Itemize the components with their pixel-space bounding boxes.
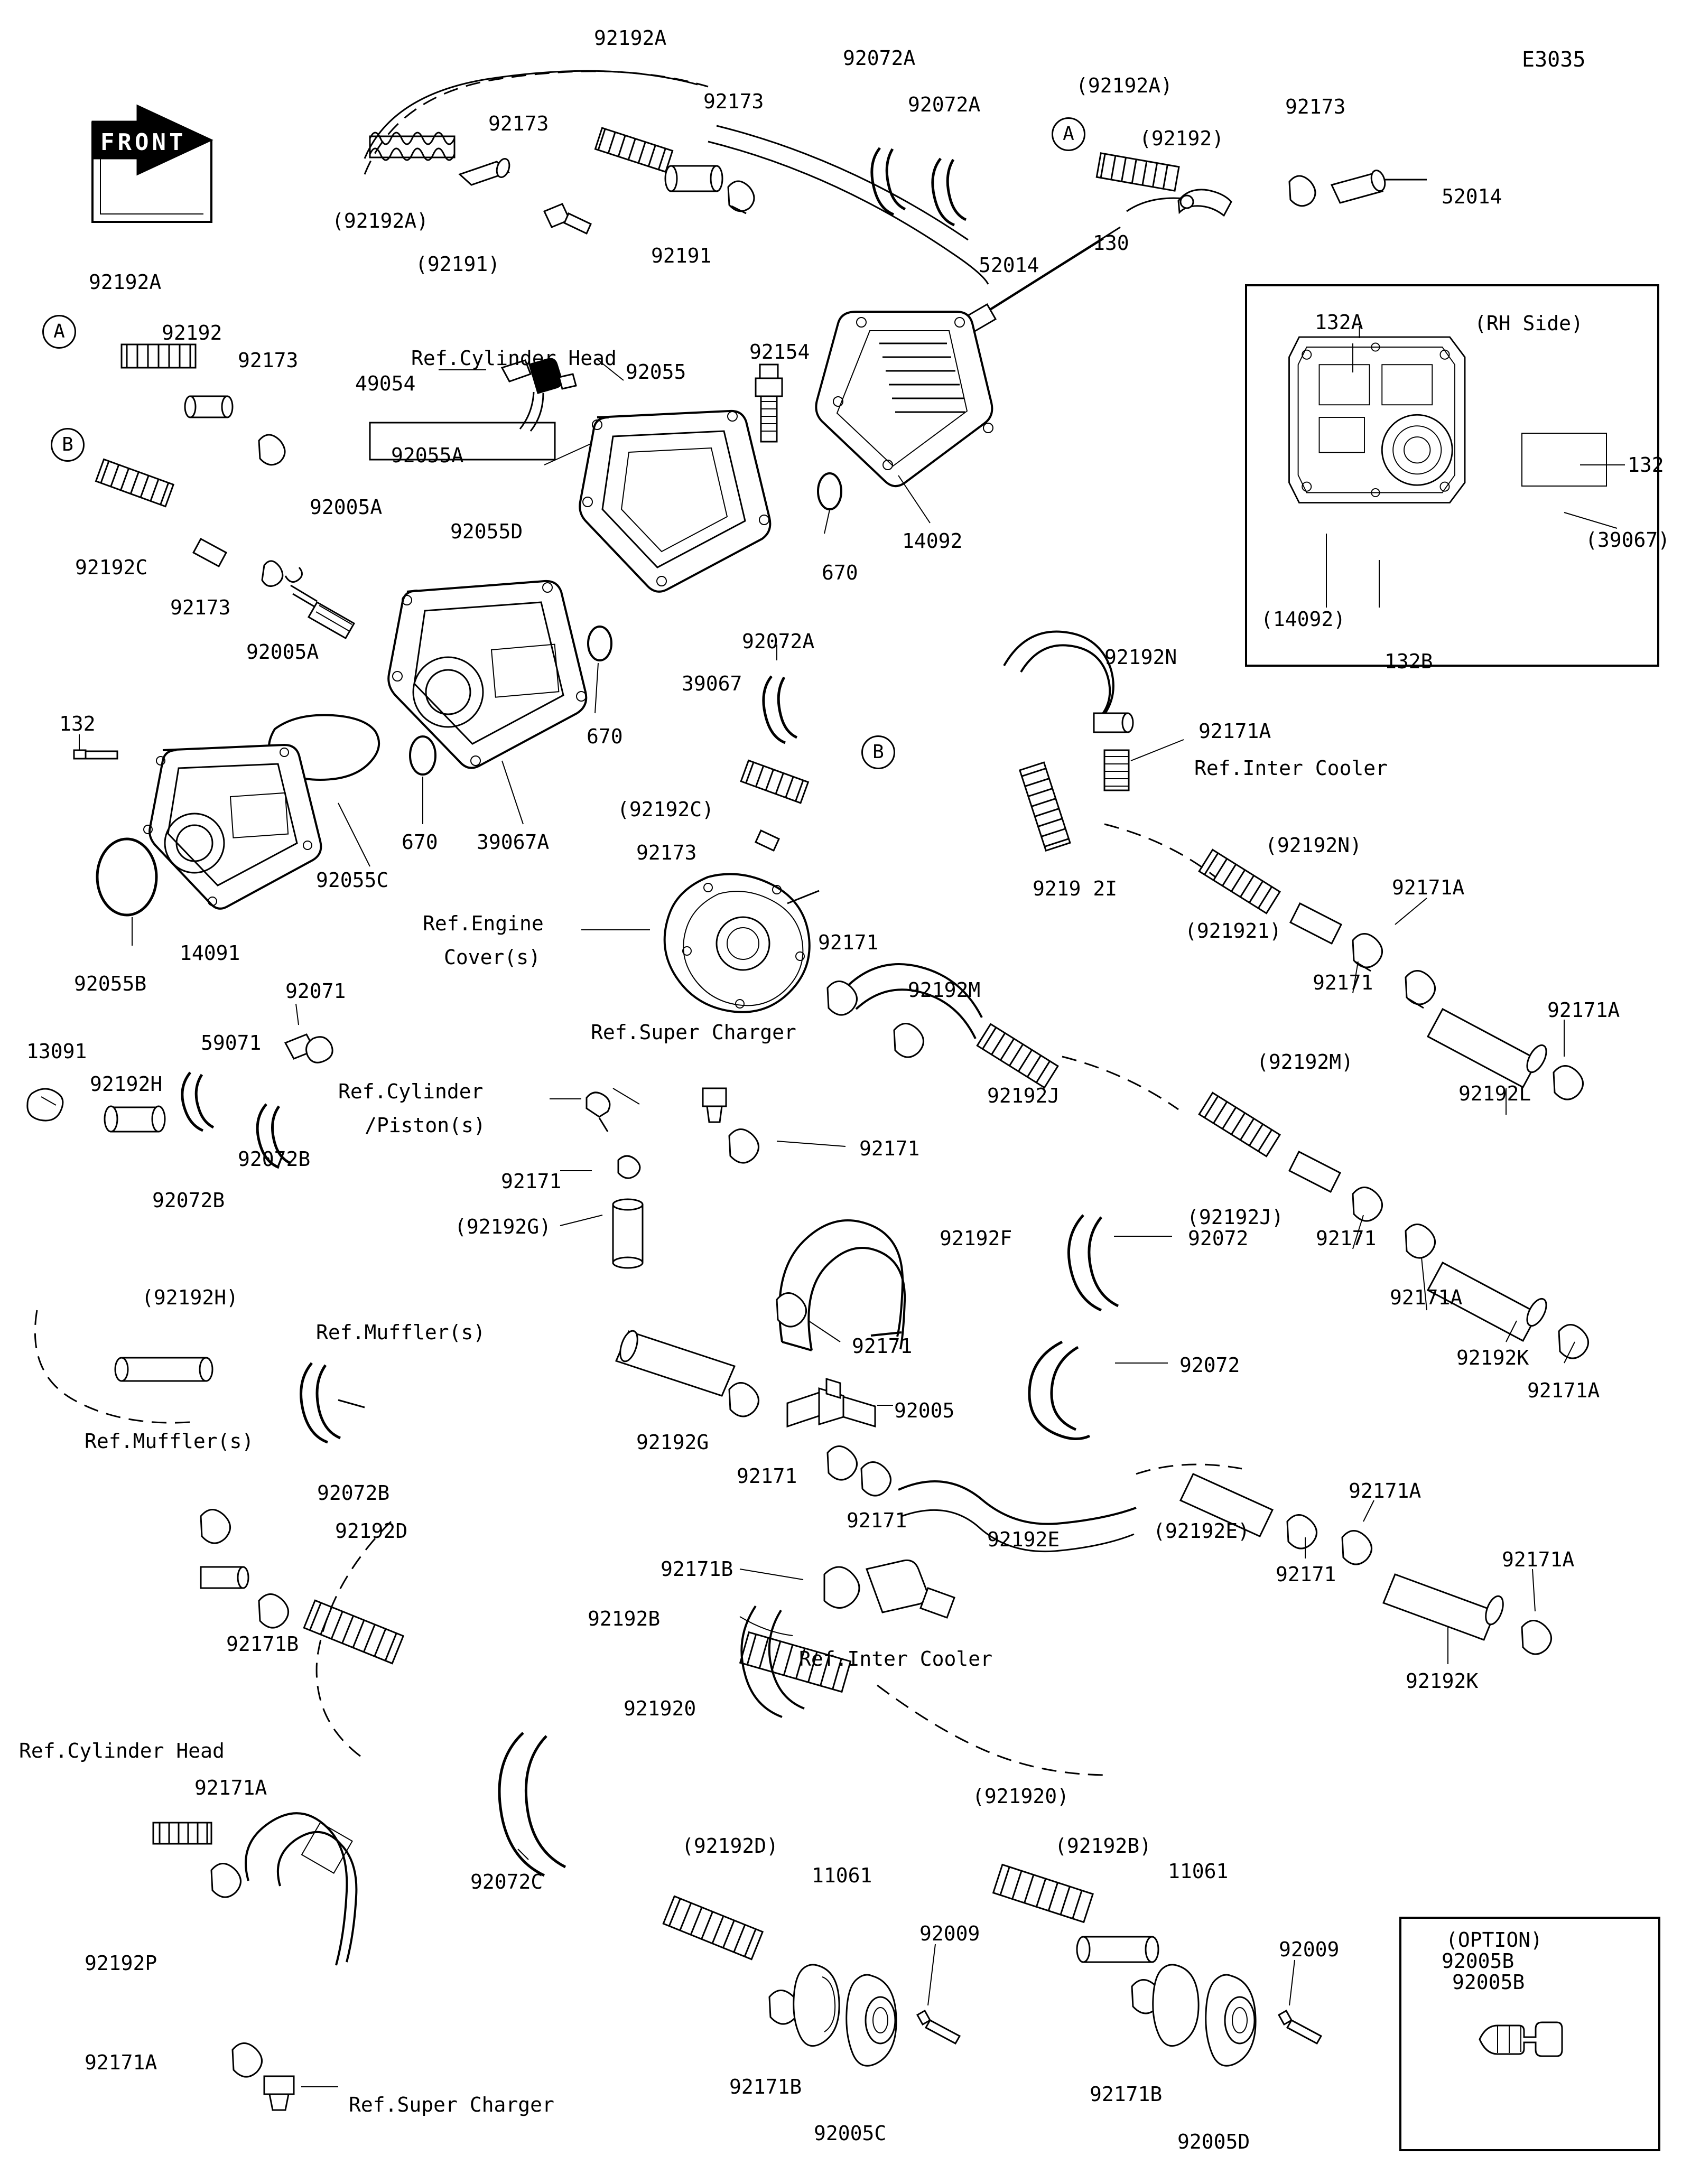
part-callout-92171a: 92171A bbox=[194, 1776, 267, 1799]
part-callout-92005a: 92005A bbox=[310, 496, 383, 519]
part-callout-49054: 49054 bbox=[355, 372, 416, 395]
part-callout-refintercooler: Ref.Inter Cooler bbox=[799, 1647, 993, 1670]
part-callout-92005b: 92005B bbox=[1442, 1949, 1515, 1973]
part-callout-92192h: 92192H bbox=[90, 1072, 163, 1096]
part-callout-92192e: (92192E) bbox=[1153, 1519, 1250, 1543]
part-callout-92173: 92173 bbox=[170, 596, 231, 619]
inset-label-132: 132 bbox=[1628, 453, 1664, 477]
part-callout-92171: 92171 bbox=[737, 1464, 797, 1488]
part-callout-92192a: 92192A bbox=[89, 270, 162, 294]
part-callout-921920: (921920) bbox=[972, 1785, 1070, 1808]
part-callout-92192g: (92192G) bbox=[454, 1215, 552, 1238]
part-callout-92171: 92171 bbox=[1313, 971, 1373, 994]
part-callout-92072: 92072 bbox=[1188, 1227, 1249, 1250]
inset-rh-title: (RH Side) bbox=[1474, 312, 1583, 335]
part-callout-92055b: 92055B bbox=[74, 972, 147, 995]
part-callout-92005a: 92005A bbox=[246, 640, 319, 664]
part-callout-refengine: Ref.Engine bbox=[423, 912, 544, 935]
part-callout-92171b: 92171B bbox=[661, 1557, 733, 1581]
part-callout-refmufflers: Ref.Muffler(s) bbox=[316, 1321, 486, 1344]
part-callout-92192a: (92192A) bbox=[1076, 74, 1173, 97]
diagram-id: E3035 bbox=[1522, 48, 1586, 72]
part-callout-92072b: 92072B bbox=[317, 1481, 390, 1505]
part-callout-39067a: 39067A bbox=[477, 830, 550, 854]
part-callout-92192c: (92192C) bbox=[617, 798, 714, 821]
part-callout-92191: 92191 bbox=[651, 244, 712, 267]
part-callout-39067: 39067 bbox=[682, 672, 742, 695]
part-callout-92192d: (92192D) bbox=[682, 1834, 779, 1858]
part-callout-14092: 14092 bbox=[902, 529, 963, 553]
inset-label-39067: (39067) bbox=[1585, 528, 1670, 552]
part-callout-92192f: 92192F bbox=[940, 1227, 1012, 1250]
part-callout-92171: 92171 bbox=[852, 1334, 913, 1358]
part-callout-92005d: 92005D bbox=[1177, 2130, 1250, 2153]
part-callout-132: 132 bbox=[59, 712, 96, 735]
part-callout-92173: 92173 bbox=[636, 841, 697, 864]
part-callout-92191: (92191) bbox=[415, 253, 500, 276]
part-callout-92072b: 92072B bbox=[238, 1147, 311, 1171]
part-callout-92192h: (92192H) bbox=[142, 1286, 239, 1309]
part-callout-59071: 59071 bbox=[201, 1031, 262, 1054]
inset-label-14092: (14092) bbox=[1261, 608, 1346, 631]
part-callout-92192k: 92192K bbox=[1406, 1669, 1479, 1693]
inset-option-part: 92005B bbox=[1452, 1971, 1525, 1994]
part-callout-92055d: 92055D bbox=[450, 520, 523, 543]
part-callout-92171a: 92171A bbox=[1198, 720, 1271, 743]
part-callout-92171a: 92171A bbox=[85, 2051, 157, 2074]
part-callout-92192: 92192 bbox=[162, 321, 222, 344]
part-callout-670: 670 bbox=[402, 830, 438, 854]
part-callout-92173: 92173 bbox=[488, 112, 549, 135]
part-callout-92192k: 92192K bbox=[1456, 1346, 1529, 1369]
part-callout-refmufflers: Ref.Muffler(s) bbox=[85, 1430, 254, 1453]
part-callout-52014: 52014 bbox=[979, 254, 1039, 277]
inset-option-title: (OPTION) bbox=[1446, 1928, 1543, 1952]
part-callout-92072a: 92072A bbox=[908, 93, 981, 116]
part-callout-92005c: 92005C bbox=[814, 2122, 887, 2145]
part-callout-92072b: 92072B bbox=[152, 1189, 225, 1212]
part-callout-92192m: 92192M bbox=[908, 978, 981, 1002]
part-callout-92173: 92173 bbox=[1285, 95, 1346, 118]
part-callout-92171b: 92171B bbox=[226, 1632, 299, 1656]
part-callout-92192n: 92192N bbox=[1104, 646, 1177, 669]
part-callout-pistons: /Piston(s) bbox=[365, 1114, 486, 1137]
part-callout-92192b: 92192B bbox=[588, 1607, 661, 1630]
part-callout-refsupercharger: Ref.Super Charger bbox=[591, 1021, 796, 1044]
part-callout-92192p: 92192P bbox=[85, 1952, 157, 1975]
ref-circle-a: A bbox=[1052, 117, 1085, 151]
part-callout-92192c: 92192C bbox=[75, 556, 148, 579]
part-callout-11061: 11061 bbox=[812, 1864, 872, 1887]
part-callout-92192a: (92192A) bbox=[332, 209, 429, 232]
part-callout-92071: 92071 bbox=[285, 979, 346, 1003]
part-callout-670: 670 bbox=[587, 725, 623, 748]
part-callout-92171a: 92171A bbox=[1390, 1286, 1463, 1309]
part-callout-92072a: 92072A bbox=[843, 46, 916, 70]
part-callout-92171: 92171 bbox=[859, 1137, 920, 1160]
ref-circle-b: B bbox=[51, 428, 85, 462]
ref-circle-b: B bbox=[861, 735, 895, 769]
front-arrow-icon bbox=[92, 106, 211, 222]
part-callout-92171: 92171 bbox=[847, 1509, 907, 1532]
part-callout-92171: 92171 bbox=[818, 931, 879, 954]
part-callout-92192j: 92192J bbox=[987, 1084, 1060, 1107]
part-callout-921920: 921920 bbox=[624, 1697, 696, 1720]
part-callout-92192n: (92192N) bbox=[1265, 834, 1362, 857]
part-callout-92171a: 92171A bbox=[1502, 1548, 1575, 1571]
part-callout-92171: 92171 bbox=[1316, 1227, 1377, 1250]
part-callout-92192b: (92192B) bbox=[1055, 1834, 1152, 1858]
part-callout-670: 670 bbox=[822, 561, 858, 584]
part-callout-92171b: 92171B bbox=[1090, 2083, 1163, 2106]
part-callout-refcylinderhead: Ref.Cylinder Head bbox=[411, 347, 617, 370]
part-callout-52014: 52014 bbox=[1442, 185, 1502, 208]
part-callout-refcylinder: Ref.Cylinder bbox=[338, 1080, 484, 1103]
part-callout-92072a: 92072A bbox=[742, 630, 815, 653]
part-callout-92171: 92171 bbox=[501, 1170, 562, 1193]
part-callout-92171a: 92171A bbox=[1527, 1379, 1600, 1402]
part-callout-13091: 13091 bbox=[26, 1040, 87, 1063]
inset-label-132b: 132B bbox=[1385, 650, 1433, 673]
part-callout-92055: 92055 bbox=[626, 360, 686, 384]
part-callout-92009: 92009 bbox=[1279, 1938, 1340, 1961]
part-callout-921921: (921921) bbox=[1185, 919, 1282, 942]
part-callout-covers: Cover(s) bbox=[444, 946, 541, 969]
part-callout-92173: 92173 bbox=[238, 349, 299, 372]
part-callout-11061: 11061 bbox=[1168, 1860, 1229, 1883]
part-callout-92192l: 92192L bbox=[1458, 1082, 1531, 1105]
part-callout-14091: 14091 bbox=[180, 941, 240, 965]
part-callout-92192a: 92192A bbox=[594, 26, 667, 50]
part-callout-92192j: (92192J) bbox=[1187, 1206, 1284, 1229]
ref-circle-a: A bbox=[42, 315, 76, 349]
part-callout-92171a: 92171A bbox=[1349, 1479, 1421, 1502]
part-callout-92192i: 9219 2I bbox=[1033, 877, 1118, 900]
part-callout-refsupercharger: Ref.Super Charger bbox=[349, 2093, 554, 2116]
inset-label-132a: 132A bbox=[1315, 311, 1363, 334]
front-marker-label: FRONT bbox=[100, 129, 187, 156]
part-callout-92055c: 92055C bbox=[316, 869, 389, 892]
part-callout-refcylinderhead: Ref.Cylinder Head bbox=[19, 1739, 225, 1762]
part-callout-92192m: (92192M) bbox=[1257, 1050, 1354, 1074]
part-callout-92171: 92171 bbox=[1276, 1563, 1336, 1586]
part-callout-92192e: 92192E bbox=[987, 1528, 1060, 1551]
part-callout-92192: (92192) bbox=[1139, 127, 1224, 150]
part-callout-92171a: 92171A bbox=[1392, 876, 1465, 899]
part-callout-refintercooler: Ref.Inter Cooler bbox=[1194, 757, 1388, 780]
part-callout-92055a: 92055A bbox=[391, 444, 464, 467]
part-callout-92192d: 92192D bbox=[335, 1519, 408, 1543]
part-callout-92009: 92009 bbox=[919, 1922, 980, 1945]
part-callout-92005: 92005 bbox=[894, 1399, 955, 1422]
part-callout-92171b: 92171B bbox=[729, 2075, 802, 2098]
part-callout-92173: 92173 bbox=[703, 90, 764, 113]
part-callout-130: 130 bbox=[1093, 231, 1129, 255]
part-callout-92072c: 92072C bbox=[470, 1870, 543, 1893]
part-callout-92171a: 92171A bbox=[1547, 998, 1620, 1022]
part-callout-92072: 92072 bbox=[1179, 1354, 1240, 1377]
part-callout-92154: 92154 bbox=[749, 340, 810, 363]
part-callout-92192g: 92192G bbox=[636, 1431, 709, 1454]
